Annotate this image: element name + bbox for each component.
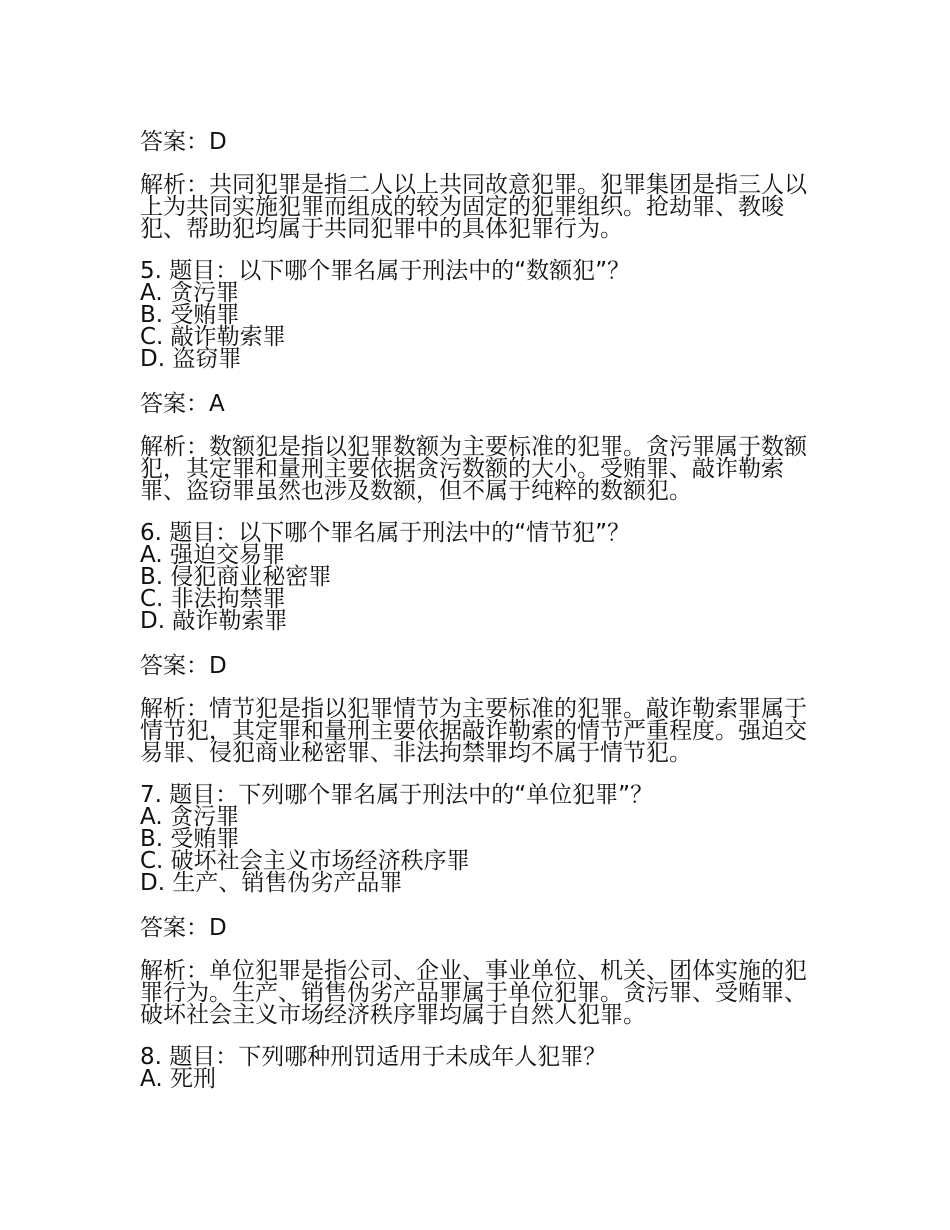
question-5-option-b: B. 受贿罪 xyxy=(140,302,240,328)
question-5-option-c: C. 敲诈勒索罪 xyxy=(140,324,286,350)
question-6-option-b: B. 侵犯商业秘密罪 xyxy=(140,564,332,590)
document-page xyxy=(140,128,820,1110)
analysis-q6: 解析：情节犯是指以犯罪情节为主要标准的犯罪。敲诈勒索罪属于情节犯，其定罪和量刑主要依据敲诈勒索的情节严重程度。强迫交易罪、侵犯商业秘密罪、非法拘禁罪均不属于情节犯。 xyxy=(140,696,807,766)
question-8-title: 8. 题目：下列哪种刑罚适用于未成年人犯罪？ xyxy=(140,1044,607,1070)
question-5-title: 5. 题目：以下哪个罪名属于刑法中的“数额犯”？ xyxy=(140,258,631,284)
answer-q7: 答案：D xyxy=(140,915,227,941)
question-7-option-d: D. 生产、销售伪劣产品罪 xyxy=(140,870,403,896)
question-8 xyxy=(140,1046,820,1090)
question-8-option-a: A. 死刑 xyxy=(140,1066,216,1092)
answer-q5: 答案：A xyxy=(140,391,225,417)
question-5-option-d: D. 盗窃罪 xyxy=(140,346,242,372)
question-6 xyxy=(140,522,820,632)
analysis-q5: 解析：数额犯是指以犯罪数额为主要标准的犯罪。贪污罪属于数额犯，其定罪和量刑主要依据贪污数额的大小。受贿罪、敲诈勒索罪、盗窃罪虽然也涉及数额，但不属于纯粹的数额犯。 xyxy=(140,434,807,504)
analysis-q7: 解析：单位犯罪是指公司、企业、事业单位、机关、团体实施的犯罪行为。生产、销售伪劣产品罪属于单位犯罪。贪污罪、受贿罪、破坏社会主义市场经济秩序罪均属于自然人犯罪。 xyxy=(140,958,807,1028)
question-5 xyxy=(140,260,820,370)
question-7-option-b: B. 受贿罪 xyxy=(140,826,240,852)
question-5-option-a: A. 贪污罪 xyxy=(140,280,239,306)
analysis-q4: 解析：共同犯罪是指二人以上共同故意犯罪。犯罪集团是指三人以上为共同实施犯罪而组成的较为固定的犯罪组织。抢劫罪、教唆犯、帮助犯均属于共同犯罪中的具体犯罪行为。 xyxy=(140,172,807,242)
question-6-title: 6. 题目：以下哪个罪名属于刑法中的“情节犯”？ xyxy=(140,520,631,546)
question-7-option-c: C. 破坏社会主义市场经济秩序罪 xyxy=(140,848,470,874)
question-7-option-a: A. 贪污罪 xyxy=(140,804,239,830)
question-7 xyxy=(140,784,820,894)
answer-q4: 答案：D xyxy=(140,129,227,155)
question-6-option-a: A. 强迫交易罪 xyxy=(140,542,285,568)
question-6-option-c: C. 非法拘禁罪 xyxy=(140,586,286,612)
question-7-title: 7. 题目：下列哪个罪名属于刑法中的“单位犯罪”？ xyxy=(140,782,654,808)
question-6-option-d: D. 敲诈勒索罪 xyxy=(140,608,288,634)
answer-q6: 答案：D xyxy=(140,653,227,679)
